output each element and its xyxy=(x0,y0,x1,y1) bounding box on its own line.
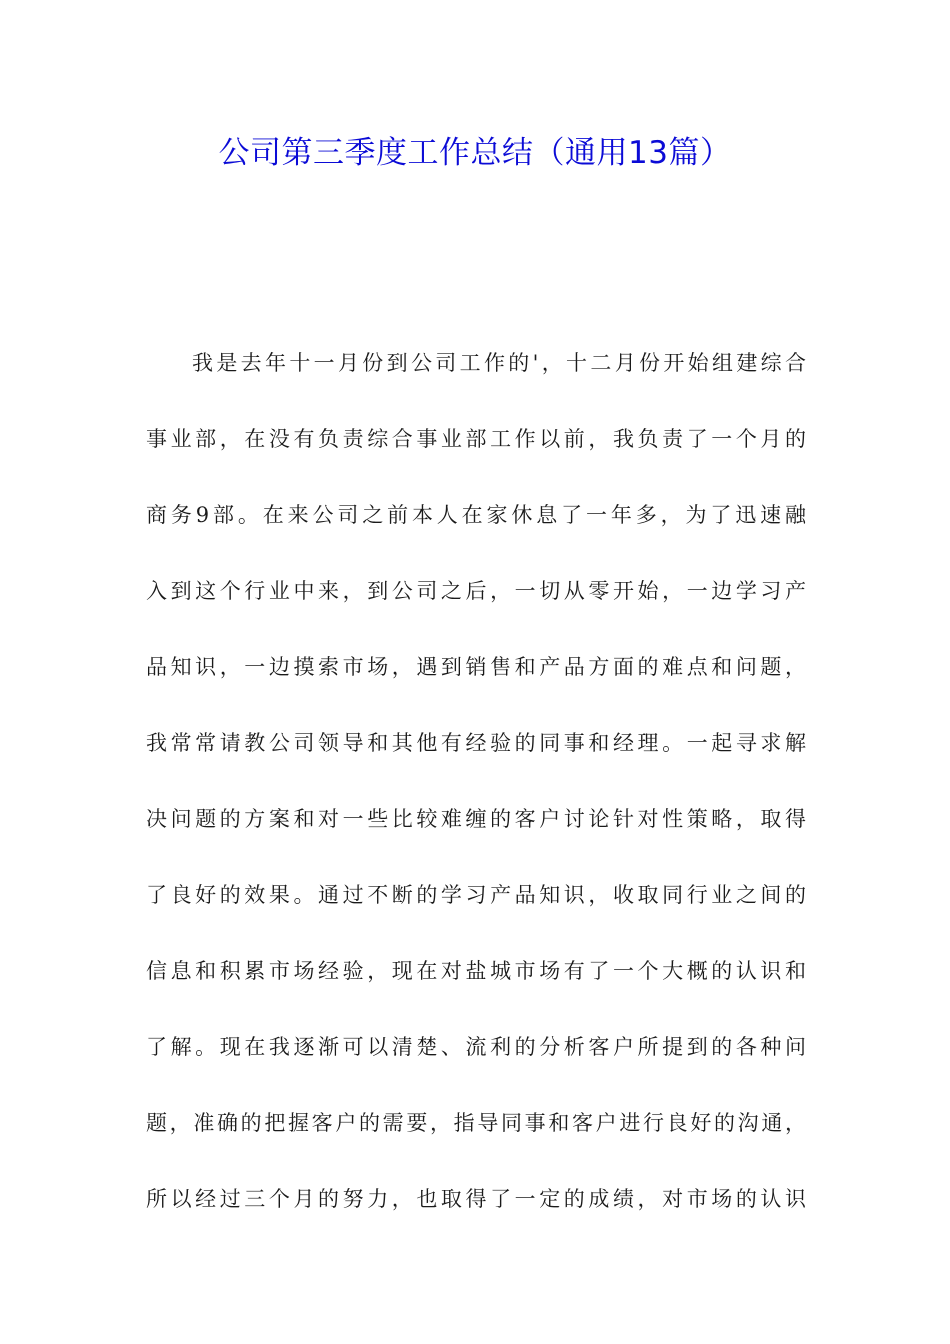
paragraph-line: 题，准确的把握客户的需要，指导同事和客户进行良好的沟通， xyxy=(146,1111,806,1135)
paragraph-line: 信息和积累市场经验，现在对盐城市场有了一个大概的认识和 xyxy=(146,959,806,983)
body-paragraph xyxy=(146,338,806,1224)
document-title: 公司第三季度工作总结（通用13篇） xyxy=(218,135,732,171)
paragraph-line: 品知识，一边摸索市场，遇到销售和产品方面的难点和问题， xyxy=(146,655,806,679)
paragraph-line: 我是去年十一月份到公司工作的'，十二月份开始组建综合 xyxy=(192,351,806,375)
paragraph-line: 事业部，在没有负责综合事业部工作以前，我负责了一个月的 xyxy=(146,427,806,451)
paragraph-line: 入到这个行业中来，到公司之后，一切从零开始，一边学习产 xyxy=(146,579,806,603)
paragraph-line: 我常常请教公司领导和其他有经验的同事和经理。一起寻求解 xyxy=(146,731,806,755)
paragraph-line: 了解。现在我逐渐可以清楚、流利的分析客户所提到的各种问 xyxy=(146,1035,806,1059)
paragraph-line: 商务9部。在来公司之前本人在家休息了一年多，为了迅速融 xyxy=(146,503,806,527)
paragraph-line: 了良好的效果。通过不断的学习产品知识，收取同行业之间的 xyxy=(146,883,806,907)
paragraph-line: 所以经过三个月的努力，也取得了一定的成绩，对市场的认识 xyxy=(146,1187,806,1211)
paragraph-line: 决问题的方案和对一些比较难缠的客户讨论针对性策略，取得 xyxy=(146,807,806,831)
